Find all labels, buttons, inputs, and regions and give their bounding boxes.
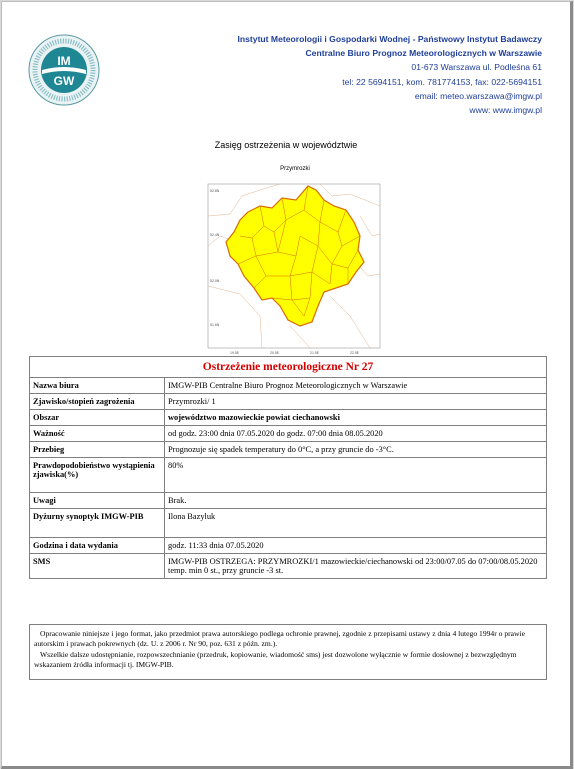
svg-text:19.5E: 19.5E (230, 351, 240, 355)
institute-name: Instytut Meteorologii i Gospodarki Wodnej - Państwowy Instytut Badawczy (237, 34, 542, 44)
row-label: Prawdopodobieństwo wystąpienia zjawiska(%) (30, 458, 165, 493)
www-line: www: www.imgw.pl (469, 105, 542, 116)
svg-text:51.6N: 51.6N (210, 323, 220, 327)
logo-text-bottom: GW (53, 74, 75, 88)
address: 01-673 Warszawa ul. Podleśna 61 (411, 62, 542, 73)
table-row (30, 538, 547, 554)
warning-title: Ostrzeżenie meteorologiczne Nr 27 (30, 357, 547, 378)
row-label: Uwagi (30, 493, 165, 509)
svg-text:20.5E: 20.5E (270, 351, 280, 355)
row-label: Ważność (30, 426, 165, 442)
table-row (30, 458, 547, 493)
row-value: 80% (165, 458, 547, 493)
svg-text:52.4N: 52.4N (210, 233, 220, 237)
row-value: IMGW-PIB OSTRZEGA: PRZYMROZKI/1 mazowieckie/ciechanowski od 23:00/07.05 do 07:00/08.05.2020 temp. min 0 st., przy gruncie -3 st. (165, 554, 547, 579)
table-row (30, 509, 547, 538)
voivodeship-map (200, 176, 390, 358)
row-value: od godz. 23:00 dnia 07.05.2020 do godz. 07:00 dnia 08.05.2020 (165, 426, 547, 442)
table-row (30, 442, 547, 458)
row-label: Dyżurny synoptyk IMGW-PIB (30, 509, 165, 538)
warning-table (29, 356, 547, 579)
warning-map (200, 166, 390, 358)
table-row (30, 554, 547, 579)
table-row (30, 493, 547, 509)
row-label: SMS (30, 554, 165, 579)
row-value: Prognozuje się spadek temperatury do 0°C, a przy gruncie do -3°C. (165, 442, 547, 458)
svg-text:22.5E: 22.5E (350, 351, 360, 355)
svg-text:52.8N: 52.8N (210, 189, 220, 193)
phone-line: tel: 22 5694151, kom. 781774153, fax: 022-5694151 (342, 76, 542, 87)
bureau-name: Centralne Biuro Prognoz Meteorologicznych w Warszawie (305, 48, 542, 59)
copyright-notice (29, 624, 547, 680)
row-label: Zjawisko/stopień zagrożenia (30, 394, 165, 410)
imgw-logo (28, 34, 100, 106)
email-line: email: meteo.warszawa@imgw.pl (414, 90, 542, 101)
row-value: godz. 11:33 dnia 07.05.2020 (165, 538, 547, 554)
table-row (30, 394, 547, 410)
row-value: Ilona Bazyluk (165, 509, 547, 538)
table-row (30, 410, 547, 426)
logo-text-top: IM (57, 54, 71, 68)
institute-header (162, 32, 542, 117)
document-page (1, 1, 573, 769)
row-label: Godzina i data wydania (30, 538, 165, 554)
row-label: Obszar (30, 410, 165, 426)
distribution-paragraph: Wszelkie dalsze udostępnianie, rozpowszechnianie (przedruk, kopiowanie, wiadomość sms) jest dozwolone wyłącznie w formie dosłownej z bezwzględnym wskazaniem źródła informacji tj. IMGW-PIB. (34, 649, 517, 670)
copyright-paragraph: Opracowanie niniejsze i jego format, jako przedmiot prawa autorskiego podlega ochronie prawnej, zgodnie z przepisami ustawy z dnia 4 lutego 1994r o prawie autorskim i prawach pokrewnych (dz. U. z 2006 r. Nr 90, poz. 631 z późn. zm.). (34, 629, 525, 649)
map-caption: Przymrozki (280, 166, 310, 172)
svg-text:21.5E: 21.5E (310, 351, 320, 355)
svg-text:52.0N: 52.0N (210, 279, 220, 283)
row-value: Brak. (165, 493, 547, 509)
map-title: Zasięg ostrzeżenia w województwie (214, 140, 358, 150)
table-row (30, 426, 547, 442)
row-value: Przymrozki/ 1 (165, 394, 547, 410)
row-value: województwo mazowieckie powiat ciechanowski (165, 410, 547, 426)
row-label: Nazwa biura (30, 378, 165, 394)
row-value: IMGW-PIB Centralne Biuro Prognoz Meteorologicznych w Warszawie (165, 378, 547, 394)
table-row (30, 378, 547, 394)
row-label: Przebieg (30, 442, 165, 458)
